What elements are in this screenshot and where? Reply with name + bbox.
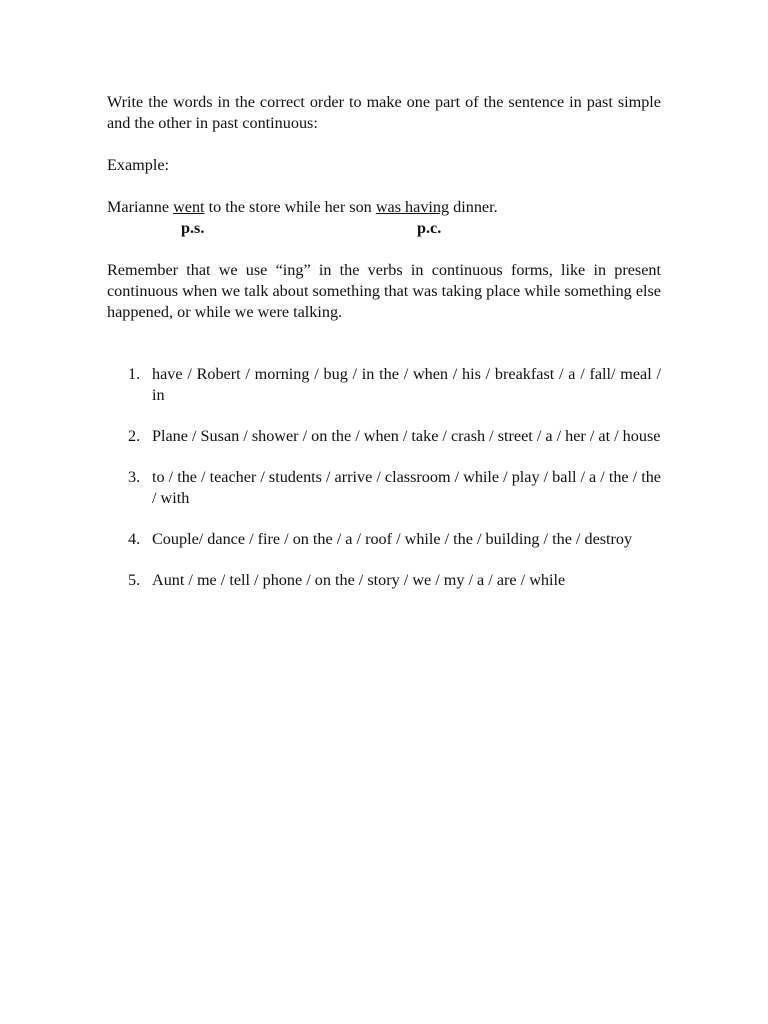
worksheet-page bbox=[107, 92, 661, 611]
exercise-text: Couple/ dance / fire / on the / a / roof / while / the / building / the / destroy bbox=[152, 530, 633, 548]
exercise-number: 4. bbox=[128, 530, 141, 548]
past-continuous-label: p.c. bbox=[417, 219, 442, 237]
example-sentence-part2: to the store while her son bbox=[204, 198, 376, 216]
exercise-number: 3. bbox=[128, 468, 141, 486]
past-simple-verb: went bbox=[173, 198, 205, 216]
tense-labels-row bbox=[107, 218, 661, 239]
exercise-number: 2. bbox=[128, 427, 141, 445]
list-item bbox=[107, 529, 661, 550]
past-continuous-verb: was having bbox=[375, 198, 450, 216]
exercise-text: to / the / teacher / students / arrive / classroom / while / play / ball / a / the / the / with bbox=[152, 468, 661, 507]
remember-paragraph: Remember that we use “ing” in the verbs in continuous forms, like in present continuous when we talk about something that was taking place while something else happened, or while we were talking. bbox=[107, 261, 661, 321]
exercise-text: have / Robert / morning / bug / in the / when / his / breakfast / a / fall/ meal / in bbox=[152, 365, 661, 404]
example-sentence bbox=[107, 197, 661, 218]
exercise-text: Plane / Susan / shower / on the / when / take / crash / street / a / her / at / house bbox=[152, 427, 661, 445]
list-item bbox=[107, 426, 661, 447]
list-item bbox=[107, 364, 661, 406]
exercise-list bbox=[107, 364, 661, 591]
list-item bbox=[107, 467, 661, 509]
example-sentence-part3: dinner. bbox=[449, 198, 498, 216]
example-sentence-part1: Marianne bbox=[107, 198, 174, 216]
exercise-number: 5. bbox=[128, 571, 141, 589]
exercise-number: 1. bbox=[128, 365, 141, 383]
exercise-text: Aunt / me / tell / phone / on the / story / we / my / a / are / while bbox=[152, 571, 566, 589]
instructions-text: Write the words in the correct order to make one part of the sentence in past simple and the other in past continuous: bbox=[107, 93, 661, 132]
example-label: Example: bbox=[107, 156, 170, 174]
list-item bbox=[107, 570, 661, 591]
past-simple-label: p.s. bbox=[181, 219, 205, 237]
